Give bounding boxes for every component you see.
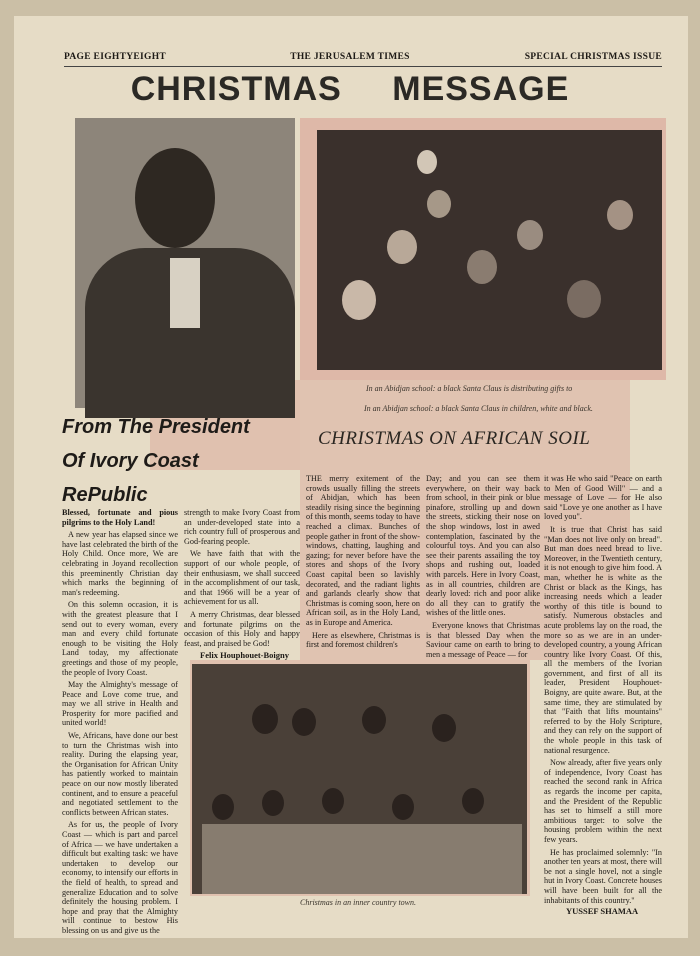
issue-label: SPECIAL CHRISTMAS ISSUE [524,52,662,62]
child-head [322,788,344,814]
child-head [462,788,484,814]
children-clothing [202,824,522,894]
page-title: CHRISTMAS MESSAGE [130,70,570,108]
president-headline [62,410,302,512]
soil-column-3 [544,474,662,904]
paragraph: He has proclaimed solemnly: "In another ten years at most, there will be not a single hovel, not a single hut in Ivory Coast. Concrete houses will have been built for all the inhabitants of this country." [544,847,662,905]
newspaper-name: THE JERUSALEM TIMES [290,52,410,62]
school-photo [317,130,662,370]
paragraph: On this solemn occasion, it is with the greatest pleasure that I send out to every woman, every man and every child fortunate enough to be visiting the Holy Land today, my affectionate greetings and those of my people, the people of Ivory Coast. [62,600,178,677]
country-town-photo [192,664,527,894]
child-head [252,704,278,734]
child-head [517,220,543,250]
president-column-1 [62,508,178,935]
paragraph: As for us, the people of Ivory Coast — which is part and parcel of Africa — we have undertaken a difficult but exalting task: we have undertaken to develop our economy, to intensify our efforts in the field of health, to spread and generalize Education and to solve definitely the housing problem. I hope and pray that the Almighty will continue to bestow His blessing on us and give us the [62,820,178,935]
paragraph: We have faith that with the support of our whole people, of their enthusiasm, we shall succeed in the accomplishment of our task, and that 1966 will be a year of achievement for us all. [184,549,300,607]
page-number: PAGE EIGHTYEIGHT [64,52,167,62]
headline-line-2: Of Ivory Coast [62,450,199,472]
child-head [262,790,284,816]
child-head [607,200,633,230]
child-head [342,280,376,320]
soil-column-1 [306,474,420,660]
school-caption-2: In an Abidjan school: a black Santa Claus in children, white and black. [364,404,593,413]
president-portrait [75,118,295,408]
child-head [392,794,414,820]
child-head [567,280,601,318]
header-rule [64,66,662,67]
child-head [362,706,386,734]
headline-line-3: RePublic [62,484,148,506]
president-signature: Felix Houphouet-Boigny [200,650,290,660]
paragraph: May the Almighty's message of Peace and Love come true, and may we all strive in Health and Prosperity for more pacified and united world! [62,680,178,728]
child-head [212,794,234,820]
paragraph: We, Africans, have done our best to turn the Christmas wish into reality. During the elapsing year, the Organisation for African Unity has patiently worked to maintain peace on our now mostly liberated continent, and to ensure a peaceful and negotiated settlement to the conflicts between African states. [62,731,178,817]
paragraph: A new year has elapsed since we have last celebrated the birth of the Holy Child. Once more, We are celebrating in Joyand recollection this preeminently Christian day which marks the beginning of man's redeeming. [62,530,178,597]
child-head [432,714,456,742]
paragraph: Blessed, fortunate and pious pilgrims to the Holy Land! [62,508,178,527]
paragraph: strength to make Ivory Coast from an under-developed state into a rich country full of prosperous and God-fearing people. [184,508,300,546]
child-head [292,708,316,736]
soil-headline: CHRISTMAS ON AFRICAN SOIL [318,428,591,449]
paragraph: Day; and you can see them everywhere, on their way back from school, in their pink or blue pinafore, strolling up and down the streets, sticking their nose on the shop windows, lost in awed contemplation, fascinated by the colourful toys. And you can also see their parents assailing the toy shops and rushing out, loaded with parcels. Here in Ivory Coast, as in all countries, children are dearly loved: rich and poor alike do all they can to gratify the wishes of the little ones. [426,474,540,618]
child-head [387,230,417,264]
child-head [467,250,497,284]
paragraph: Here as elsewhere, Christmas is first and foremost children's [306,630,420,650]
portrait-head [135,148,215,248]
paragraph: It is true that Christ has said "Man does not live only on bread". But man does need bread to live. Moreover, in the Twentieth century, it is not enough to give him food. A man, whether he is white as the Christ or black as the Kings, has increasing needs which a leader worthy of this title is bound to satisfy. Numerous obstacles and acute problems lay on the road, the more so as we are in an under-developed country, a young African country like Ivory Coast. Of this, all the members of the Ivorian government, and first of all its leader, President Houphouet-Boigny, are quite aware. But, at the same time, they are stimulated by that "Faith that lifts mountains" referred to by the Holy Scripture, and they can rely on the support of the whole people in this task of national resurgence. [544,524,662,755]
paragraph: Everyone knows that Christmas is that blessed Day when the Saviour came on earth to bring to men a message of Peace — for [426,620,540,659]
child-head [427,190,451,218]
school-caption-1: In an Abidjan school: a black Santa Claus is distributing gifts to [366,384,573,393]
paragraph: Now already, after five years only of independence, Ivory Coast has reached the second rank in Africa as regards the income per capita, and the President of the Republic has set to himself a still more ambitious target: to solve the housing problem within the next few years. [544,758,662,844]
portrait-collar [170,258,200,328]
soil-column-2 [426,474,540,660]
country-caption: Christmas in an inner country town. [300,898,417,907]
paragraph: it was He who said "Peace on earth to Men of Good Will" — and a message of Love — for He also said "Love ye one another as I have loved you". [544,474,662,522]
paragraph: THE merry exitement of the crowds usually filling the streets of Abidjan, which has been steadily rising since the beginning of this month, seems today to have reached a climax. Bunches of people gather in front of the show-windows, chatting, laughing and gazing; for never before have the stores and shops of the Ivory Coast capital been so lavishly decorated, and the radiant lights and garlands clearly show that Christmas is coming soon, here on African soil, as in the Holy Land, as in Europe and America. [306,474,420,627]
paragraph: A merry Christmas, dear blessed and fortunate pilgrims on the occasion of this Holy and happy feast, and praised be God! [184,609,300,648]
headline-line-1: From The President [62,416,250,438]
soil-signature: YUSSEF SHAMAA [566,906,639,916]
child-head [417,150,437,174]
president-column-2 [184,508,300,648]
